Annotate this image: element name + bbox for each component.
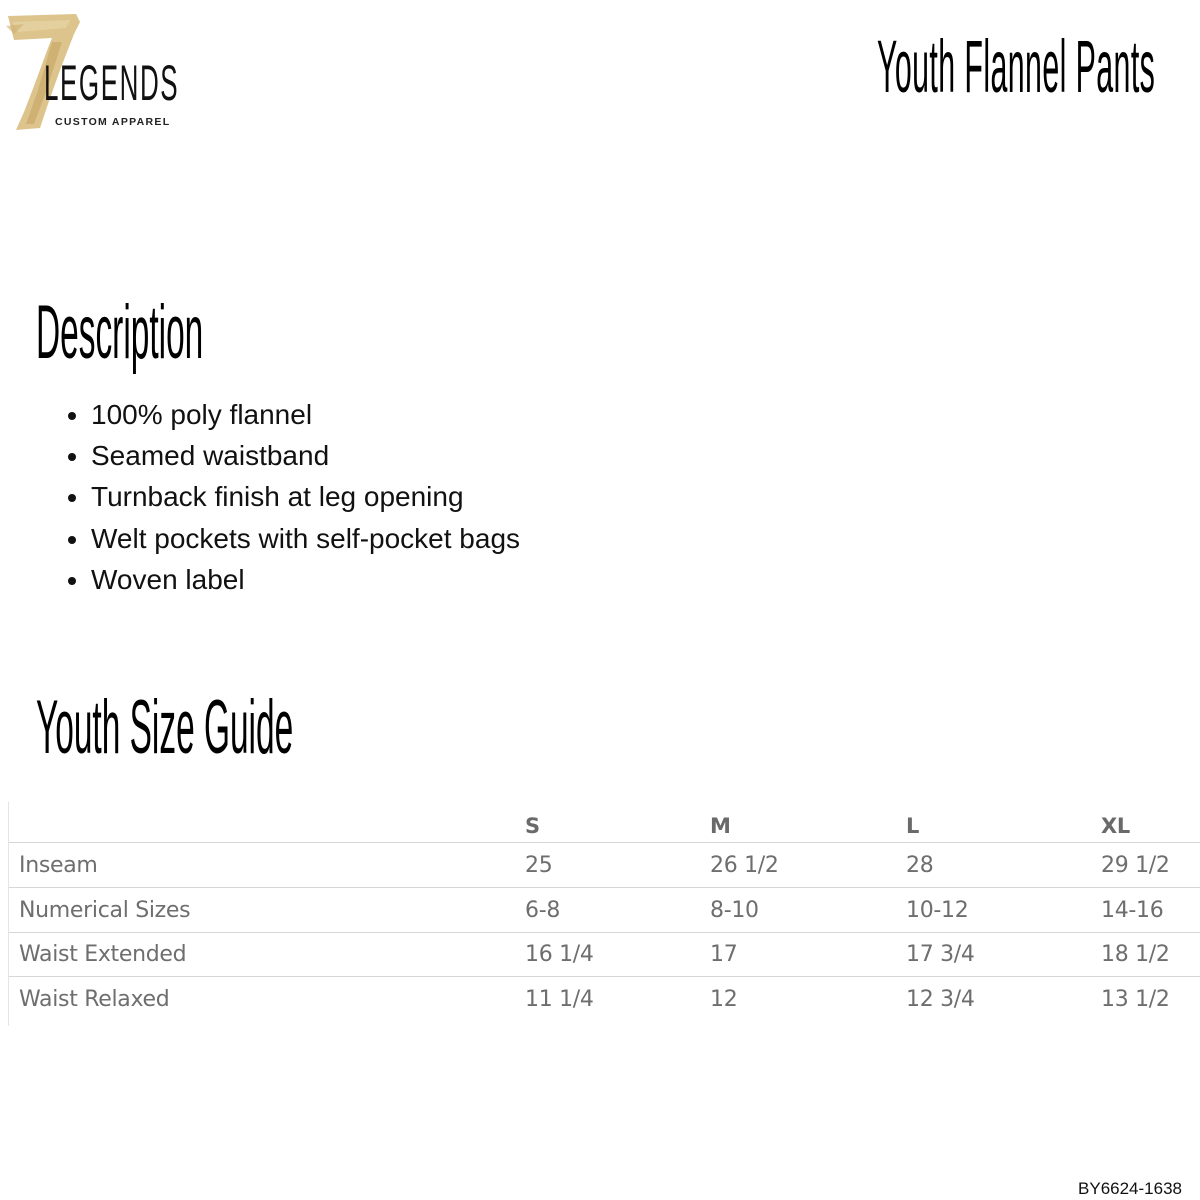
description-item: • 100% poly flannel — [91, 394, 520, 435]
table-cell: 12 — [710, 986, 738, 1012]
logo-wordmark: LEGENDS — [44, 55, 180, 111]
table-cell: 29 1/2 — [1101, 852, 1170, 878]
row-label: Waist Relaxed — [19, 986, 170, 1012]
table-cell: 6-8 — [525, 897, 561, 923]
column-header-m: M — [710, 814, 731, 838]
table-cell: 17 — [710, 941, 738, 967]
description-item: • Seamed waistband — [91, 435, 520, 476]
table-row — [9, 843, 1200, 888]
table-row — [9, 888, 1200, 933]
table-cell: 26 1/2 — [710, 852, 779, 878]
product-title: Youth Flannel Pants — [877, 25, 1156, 108]
table-cell: 17 3/4 — [906, 941, 975, 967]
table-row — [9, 932, 1200, 977]
description-list — [50, 394, 520, 600]
table-cell: 13 1/2 — [1101, 986, 1170, 1012]
description-item: • Welt pockets with self-pocket bags — [91, 518, 520, 559]
description-item: • Turnback finish at leg opening — [91, 476, 520, 517]
description-item: • Woven label — [91, 559, 520, 600]
table-cell: 8-10 — [710, 897, 759, 923]
description-heading: Description — [36, 290, 204, 375]
table-row — [9, 977, 1200, 1021]
table-cell: 14-16 — [1101, 897, 1164, 923]
row-label: Inseam — [19, 852, 98, 878]
table-cell: 18 1/2 — [1101, 941, 1170, 967]
row-label: Numerical Sizes — [19, 897, 191, 923]
size-table — [8, 802, 1200, 1026]
table-cell: 12 3/4 — [906, 986, 975, 1012]
size-guide-heading: Youth Size Guide — [36, 685, 294, 770]
table-cell: 10-12 — [906, 897, 969, 923]
table-cell: 11 1/4 — [525, 986, 594, 1012]
brand-logo — [4, 12, 184, 134]
table-cell: 28 — [906, 852, 934, 878]
sku-code: BY6624-1638 — [1078, 1179, 1182, 1198]
row-label: Waist Extended — [19, 941, 187, 967]
column-header-l: L — [906, 814, 920, 838]
table-cell: 25 — [525, 852, 553, 878]
table-cell: 16 1/4 — [525, 941, 594, 967]
column-header-xl: XL — [1101, 814, 1130, 838]
size-table-header — [9, 802, 1200, 843]
logo-tagline: CUSTOM APPAREL — [55, 116, 171, 128]
column-header-s: S — [525, 814, 540, 838]
